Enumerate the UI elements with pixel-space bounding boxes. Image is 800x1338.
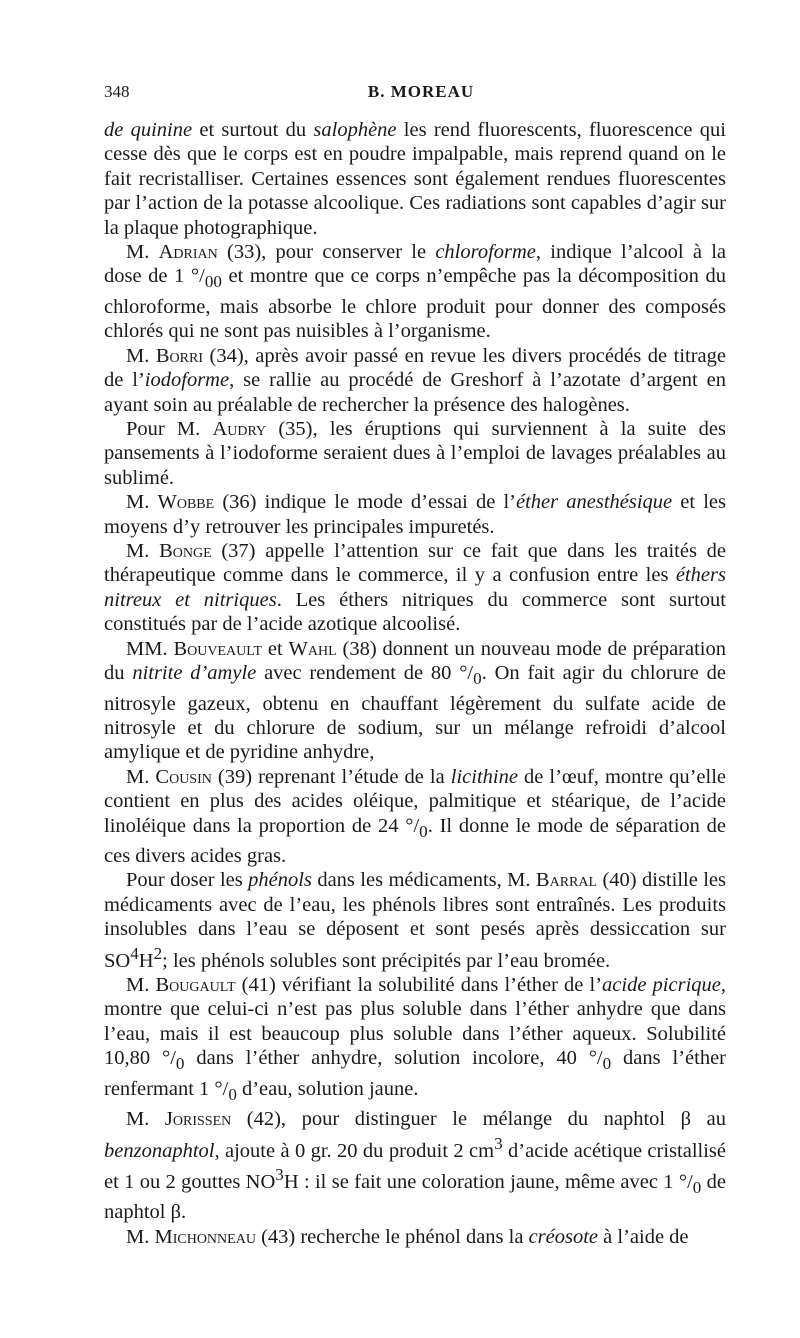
running-head: B. MOREAU	[367, 82, 475, 101]
paragraph: M. Bougault (41) vérifiant la solubilité dans l’éther de l’acide picrique, montre que celui-ci n’est pas plus soluble dans l’éther anhydre que dans l’eau, mais il est beaucoup plus soluble dans l’éther aqueux. Solubilité 10,80 $^\circ/_0$ dans l’éther anhydre, solution incolore, 40 $^\circ/_0$ dans l’éther renfermant 1 $^\circ/_0$ d’eau, solution jaune.	[104, 973, 726, 1104]
paragraph: Pour doser les phénols dans les médicaments, M. Barral (40) distille les médicaments avec de l’eau, les phénols libres sont entraînés. Les produits insolubles dans l’eau se déposent et sont pesés après dessiccation sur $SO^4H^2$; les phénols solubles sont précipités par l’eau bromée.	[104, 869, 726, 972]
paragraph: M. Jorissen (42), pour distinguer le mélange du naphtol β au benzonaphtol, ajoute à 0 gr. 20 du produit 2 $cm^3$ d’acide acétique cristallisé et 1 ou 2 gouttes $NO^3H$ : il se fait une coloration jaune, même avec 1 $^\circ/_0$ de naphtol β.	[104, 1108, 726, 1224]
paragraph: MM. Bouveault et Wahl (38) donnent un nouveau mode de préparation du nitrite d’amyle avec rendement de 80 $^\circ/_0$. On fait agir du chlorure de nitrosyle gazeux, obtenu en chauffant légèrement du sulfate acide de nitrosyle et du chlorure de sodium, sur un mélange refroidi d’alcool amylique et de pyridine anhydre,	[104, 637, 727, 764]
body-text	[104, 118, 726, 1249]
paragraph: de quinine et surtout du salophène les rend fluorescents, fluorescence qui cesse dès que le corps est en poudre impalpable, mais reprend quand on le fait recristalliser. Certaines essences sont également rendues fluorescentes par l’action de la potasse alcoolique. Ces radiations sont capables d’agir sur la plaque photographique.	[104, 119, 726, 239]
page-header	[104, 82, 726, 108]
paragraph: M. Bonge (37) appelle l’attention sur ce fait que dans les traités de thérapeutique comme dans le commerce, il y a confusion entre les éthers nitreux et nitriques. Les éthers nitriques du commerce sont surtout constitués par de l’acide azotique alcoolisé.	[104, 540, 726, 636]
page-number: 348	[104, 82, 130, 101]
paragraph: M. Michonneau (43) recherche le phénol dans la créosote à l’aide de	[126, 1225, 689, 1248]
paragraph: Pour M. Audry (35), les éruptions qui surviennent à la suite des pansements à l’iodoforme seraient dues à l’emploi de lavages préalables au sublimé.	[104, 417, 726, 489]
paragraph: M. Adrian (33), pour conserver le chloroforme, indique l’alcool à la dose de 1 $^\circ/_{00}$ et montre que ce corps n’empêche pas la décomposition du chloroforme, mais absorbe le chlore produit pour donner des composés chlorés qui ne sont pas nuisibles à l’organisme.	[104, 241, 727, 343]
paragraph: M. Wobbe (36) indique le mode d’essai de l’éther anesthésique et les moyens d’y retrouver les principales impuretés.	[104, 491, 727, 538]
paragraph: M. Cousin (39) reprenant l’étude de la licithine de l’œuf, montre qu’elle contient en plus des acides oléique, palmitique et stéarique, de l’acide linoléique dans la proportion de 24 $^\circ/_0$. Il donne le mode de séparation de ces divers acides gras.	[104, 765, 727, 868]
paragraph: M. Borri (34), après avoir passé en revue les divers procédés de titrage de l’iodoforme, se rallie au procédé de Greshorf à l’azotate d’argent en ayant soin au préalable de rechercher la présence des halogènes.	[104, 344, 726, 416]
